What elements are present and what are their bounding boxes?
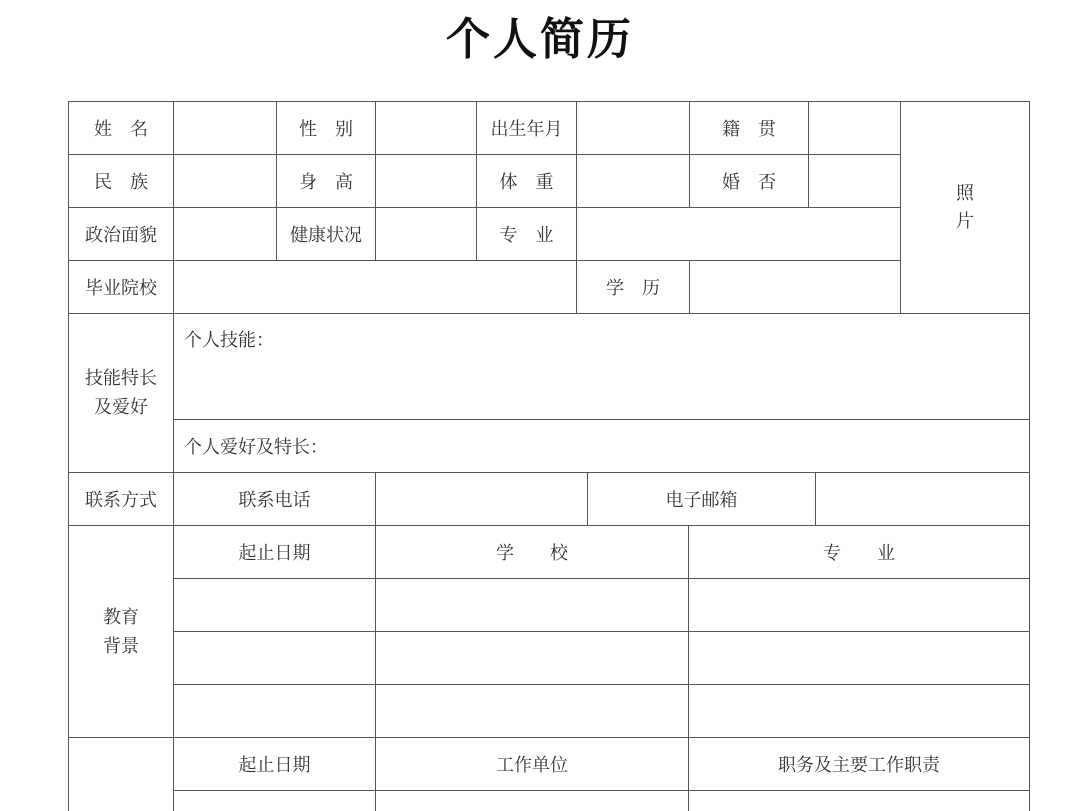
- skills-prompt: 个人技能：: [184, 330, 274, 351]
- label-contact-section: 联系方式: [68, 472, 174, 526]
- edu-header-school: 学 校: [375, 525, 689, 579]
- label-major: 专 业: [476, 207, 577, 261]
- edu-school-field[interactable]: [375, 578, 689, 632]
- label-health: 健康状况: [276, 207, 376, 261]
- hobbies-field[interactable]: [173, 419, 1030, 473]
- major-field[interactable]: [576, 207, 901, 261]
- hobbies-prompt: 个人爱好及特长：: [184, 437, 328, 458]
- label-school: 毕业院校: [68, 260, 174, 314]
- label-phone: 联系电话: [173, 472, 376, 526]
- work-header-duties: 职务及主要工作职责: [688, 737, 1030, 791]
- work-header-period: 起止日期: [173, 737, 376, 791]
- work-header-employer: 工作单位: [375, 737, 689, 791]
- edu-period-field[interactable]: [173, 631, 376, 685]
- label-name: 姓 名: [68, 101, 174, 155]
- gender-field[interactable]: [375, 101, 477, 155]
- label-email: 电子邮箱: [587, 472, 816, 526]
- edu-header-major: 专 业: [688, 525, 1030, 579]
- label-education-section: 教育背景: [68, 525, 174, 738]
- height-field[interactable]: [375, 154, 477, 208]
- edu-header-period: 起止日期: [173, 525, 376, 579]
- label-native-place: 籍 贯: [689, 101, 809, 155]
- photo-label: 照片: [956, 182, 974, 232]
- photo-box[interactable]: [900, 101, 1030, 314]
- education-level-field[interactable]: [689, 260, 901, 314]
- edu-period-field[interactable]: [173, 578, 376, 632]
- email-field[interactable]: [815, 472, 1030, 526]
- label-gender: 性 别: [276, 101, 376, 155]
- edu-period-field[interactable]: [173, 684, 376, 738]
- work-period-field[interactable]: [173, 790, 376, 811]
- skills-field[interactable]: [173, 313, 1030, 420]
- label-marital: 婚 否: [689, 154, 809, 208]
- phone-field[interactable]: [375, 472, 588, 526]
- label-work-section: [68, 737, 174, 811]
- label-political: 政治面貌: [68, 207, 174, 261]
- edu-major-field[interactable]: [688, 684, 1030, 738]
- label-education-level: 学 历: [576, 260, 690, 314]
- work-employer-field[interactable]: [375, 790, 689, 811]
- edu-school-field[interactable]: [375, 631, 689, 685]
- work-duties-field[interactable]: [688, 790, 1030, 811]
- school-field[interactable]: [173, 260, 577, 314]
- ethnicity-field[interactable]: [173, 154, 277, 208]
- edu-major-field[interactable]: [688, 631, 1030, 685]
- edu-major-field[interactable]: [688, 578, 1030, 632]
- native-place-field[interactable]: [808, 101, 901, 155]
- label-ethnicity: 民 族: [68, 154, 174, 208]
- label-height: 身 高: [276, 154, 376, 208]
- health-field[interactable]: [375, 207, 477, 261]
- page-title: 个人简历: [446, 14, 634, 65]
- label-birth: 出生年月: [476, 101, 577, 155]
- political-field[interactable]: [173, 207, 277, 261]
- label-weight: 体 重: [476, 154, 577, 208]
- name-field[interactable]: [173, 101, 277, 155]
- label-skills-section: 技能特长及爱好: [68, 313, 174, 473]
- edu-school-field[interactable]: [375, 684, 689, 738]
- weight-field[interactable]: [576, 154, 690, 208]
- birth-field[interactable]: [576, 101, 690, 155]
- marital-field[interactable]: [808, 154, 901, 208]
